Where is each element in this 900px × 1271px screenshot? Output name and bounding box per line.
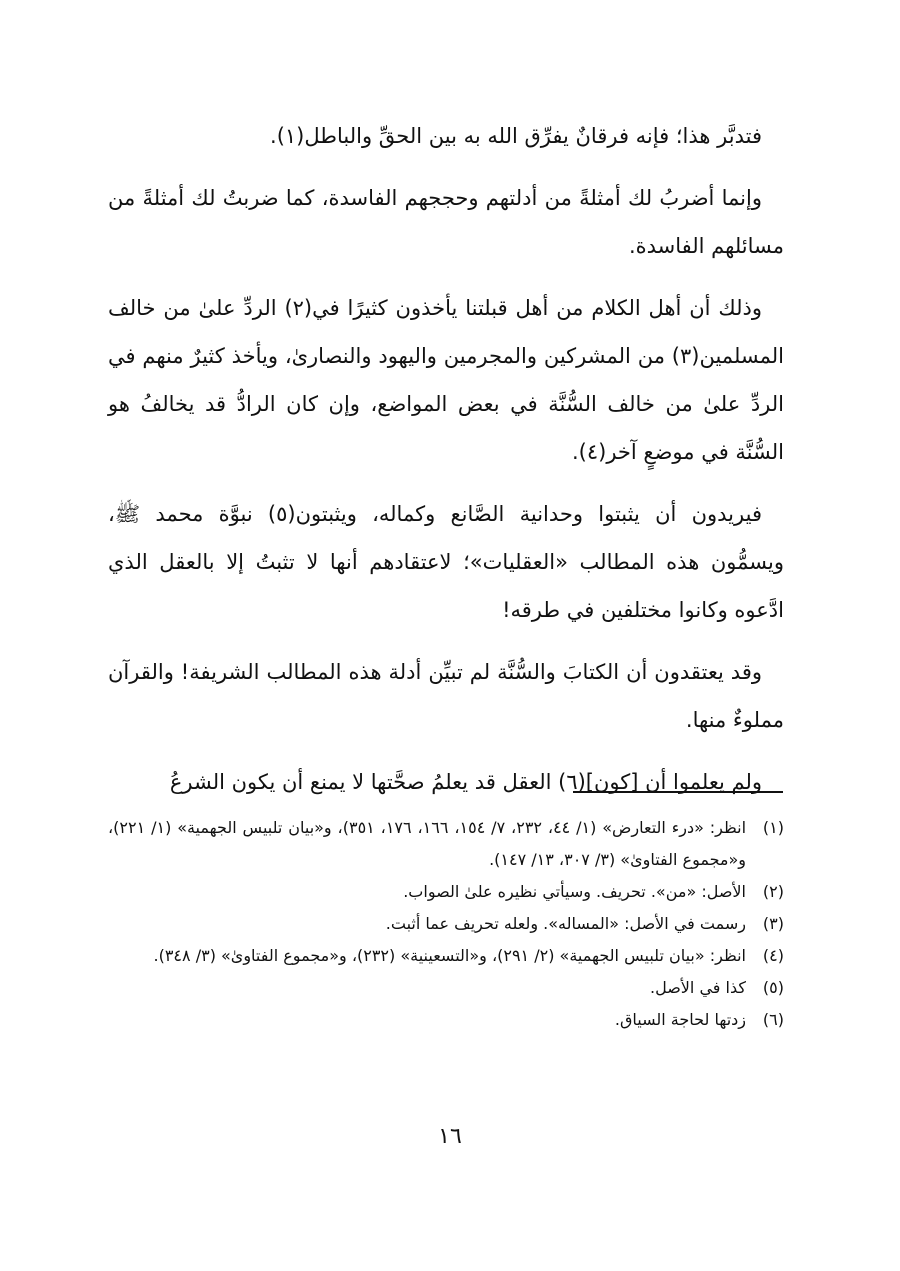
footnote-text: زدتها لحاجة السياق. (614, 1010, 746, 1029)
paragraph: وذلك أن أهل الكلام من أهل قبلتنا يأخذون كثيرًا في(٢) الردِّ علىٰ من خالف المسلمين(٣) من المشركين والمجرمين واليهود والنصارىٰ، ويأخذ كثيرٌ منهم في الردِّ علىٰ من خالف السُّنَّة في بعض المواضع، وإن كان الرادُّ قد يخالفُ هو السُّنَّة في موضعٍ آخر(٤). (108, 296, 784, 464)
footnote (108, 1004, 784, 1036)
paragraph: ولم يعلموا أن [كون](٦) العقل قد يعلمُ صحَّتها لا يمنع أن يكون الشرعُ (169, 770, 762, 794)
footnote (108, 876, 784, 908)
footnote-number: (١) (762, 818, 784, 837)
footnote (108, 908, 784, 940)
paragraph: وإنما أضربُ لك أمثلةً من أدلتهم وحججهم الفاسدة، كما ضربتُ لك أمثلةً من مسائلهم الفاسدة. (108, 186, 784, 258)
footnote-text: انظر: «بيان تلبيس الجهمية» (٢/ ٢٩١)، و«التسعينية» (٢٣٢)، و«مجموع الفتاوىٰ» (٣/ ٣٤٨). (153, 946, 746, 965)
paragraph: فيريدون أن يثبتوا وحدانية الصَّانع وكماله، ويثبتون(٥) نبوَّة محمد ﷺ، ويسمُّون هذه المطالب «العقليات»؛ لاعتقادهم أنها لا تثبتُ إلا بالعقل الذي ادَّعوه وكانوا مختلفين في طرقه! (108, 502, 784, 622)
paragraph: وقد يعتقدون أن الكتابَ والسُّنَّة لم تبيِّن أدلة هذه المطالب الشريفة! والقرآن مملوءٌ منها. (108, 660, 784, 732)
page-number: ١٦ (438, 1124, 462, 1149)
footnote-text: رسمت في الأصل: «المساله». ولعله تحريف عما أثبت. (385, 914, 746, 933)
footnotes (108, 812, 784, 1036)
footnote-number: (٢) (762, 882, 784, 901)
footnote-text: الأصل: «من». تحريف. وسيأتي نظيره علىٰ الصواب. (403, 882, 746, 901)
footnote-number: (٤) (762, 946, 784, 965)
footnote-text: انظر: «درء التعارض» (١/ ٤٤، ٢٣٢، ٧/ ١٥٤، ١٦٦، ١٧٦، ٣٥١)، و«بيان تلبيس الجهمية» (١/ ٢٢١)، و«مجموع الفتاوىٰ» (٣/ ٣٠٧، ١٣/ ١٤٧). (108, 818, 747, 869)
footnote-text: كذا في الأصل. (650, 978, 746, 997)
footnote-number: (٥) (762, 978, 784, 997)
footnote-separator (573, 791, 783, 793)
footnote (108, 972, 784, 1004)
paragraph: فتدبَّر هذا؛ فإنه فرقانٌ يفرِّق الله به بين الحقِّ والباطل(١). (270, 124, 762, 148)
footnote (108, 940, 784, 972)
footnote-number: (٣) (762, 914, 784, 933)
footnote (108, 812, 784, 876)
main-text (108, 112, 784, 820)
footnote-number: (٦) (762, 1010, 784, 1029)
